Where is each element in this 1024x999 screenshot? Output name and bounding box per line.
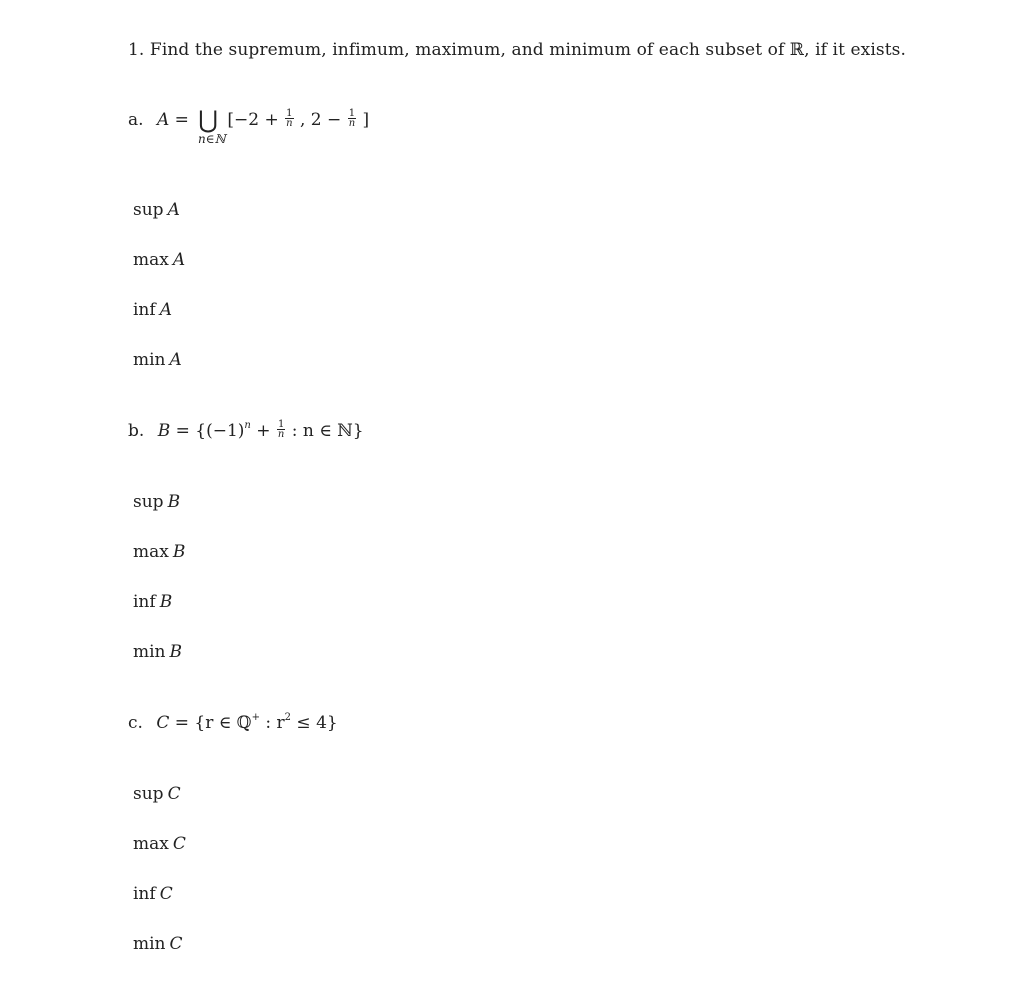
answer-min-c: min C <box>133 934 183 954</box>
positive-superscript: + <box>251 712 260 723</box>
answer-min-b: min B <box>133 642 183 662</box>
answer-max-c: max C <box>133 834 186 854</box>
interval-close: ] <box>362 110 370 130</box>
part-b-label: b. <box>128 421 145 441</box>
part-c-label: c. <box>128 713 143 733</box>
union-operator: ⋃ <box>198 106 218 134</box>
set-b-condition: : n ∈ ℕ} <box>291 421 364 441</box>
plus-sign: + <box>256 421 271 441</box>
part-a-label: a. <box>128 110 144 130</box>
set-c-inequality: ≤ 4} <box>296 713 338 733</box>
answer-max-a: max A <box>133 250 186 270</box>
set-b-expression: {(−1) <box>195 421 245 441</box>
answer-inf-c: inf C <box>133 884 173 904</box>
part-b-definition: b. $B = \{(-1)^n$ + $\frac{1}{n}$ : n ∈ ℕ} <box>128 419 364 441</box>
set-c-condition: : r <box>265 713 285 733</box>
exponent-n: n <box>244 420 251 431</box>
set-a-name: A <box>156 110 170 130</box>
interval-mid: , 2 − <box>300 110 342 130</box>
fraction-one-over-n: $\frac{1}{n}$ <box>348 108 356 129</box>
fraction-one-over-n: $\frac{1}{n}$ <box>286 108 293 129</box>
interval-open: [−2 + <box>227 110 279 130</box>
answer-max-b: max B <box>133 542 186 562</box>
problem-statement: 1. Find the supremum, infimum, maximum, and minimum of each subset of ℝ, if it exists. <box>128 40 906 60</box>
fraction-one-over-n: $\frac{1}{n}$ <box>277 419 285 440</box>
set-b-name: B <box>157 421 171 441</box>
square-superscript: 2 <box>284 712 292 723</box>
answer-sup-c: sup C <box>133 784 181 804</box>
answer-inf-b: inf B <box>133 592 173 612</box>
part-a-definition: a. A = ⋃ n∈ℕ [−2 + $\frac{1}{n}$ , 2 − $\frac{1}{n}$ ] <box>128 106 370 146</box>
answer-inf-a: inf A <box>133 300 172 320</box>
answer-sup-b: sup B <box>133 492 181 512</box>
part-c-definition: c. C = {r ∈ ℚ+ : $r^2 \le 4$} <box>128 712 338 733</box>
union-index: n∈ℕ <box>198 132 226 146</box>
set-c-expression: {r ∈ ℚ <box>194 713 252 733</box>
set-c-name: C <box>156 713 170 733</box>
answer-min-a: min A <box>133 350 182 370</box>
answer-sup-a: sup A <box>133 200 180 220</box>
